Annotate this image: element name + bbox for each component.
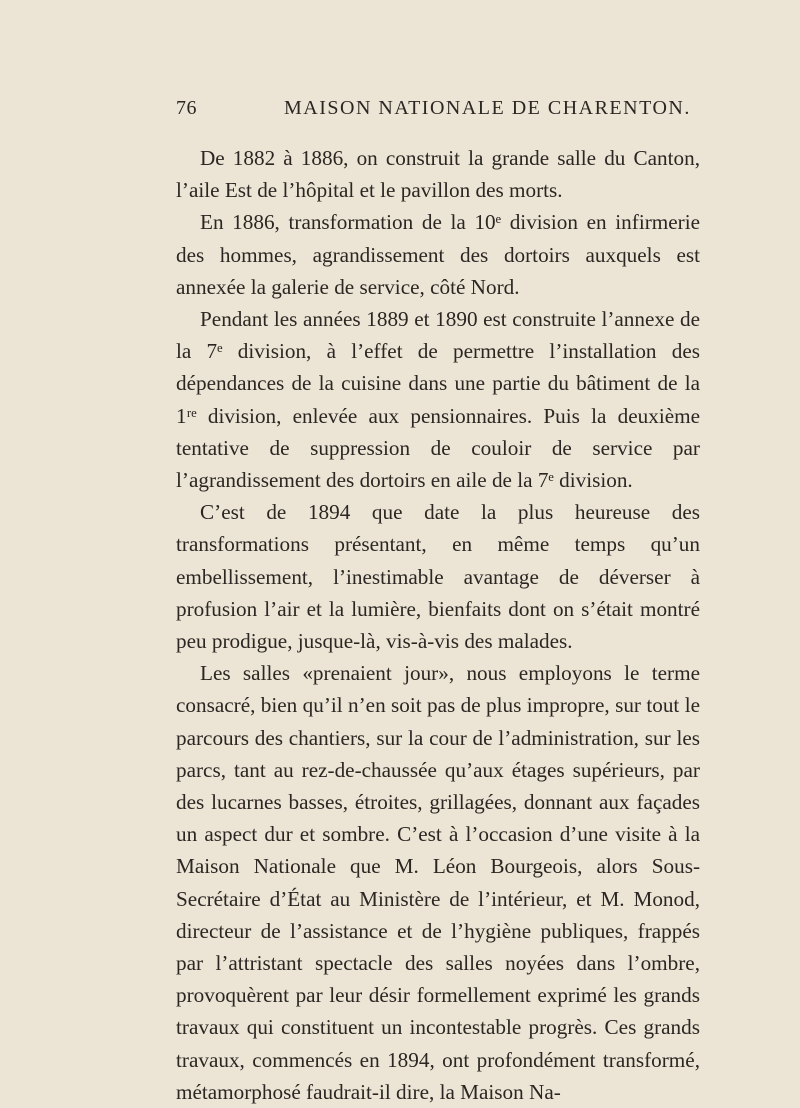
paragraph-infirmerie: En 1886, transformation de la 10ᵉ division en infirmerie des hommes, agrandissement des dortoirs auxquels est annexée la galerie de service, côté Nord. — [176, 210, 700, 299]
page-header — [176, 97, 701, 127]
paragraph-salles: Les salles «prenaient jour», nous employons le terme consacré, bien qu’il n’en soit pas de plus impropre, sur tout le parcours des chantiers, sur la cour de l’administration, sur les parcs, tant au rez-de-chaussée qu’aux étages supérieurs, par des lucarnes basses, étroites, grillagées, donnant aux façades un aspect dur et sombre. C’est à l’occasion d’une visite à la Maison Nationale que M. Léon Bourgeois, alors Sous-Secrétaire d’État au Ministère de l’intérieur, et M. Monod, directeur de l’assistance et de l’hygiène publiques, frappés par l’attristant spectacle des salles noyées dans l’ombre, provoquèrent par leur désir formellement exprimé les grands travaux qui constituent un incontestable progrès. Ces grands travaux, commencés en 1894, ont profondément transformé, métamorphosé faudrait-il dire, la Maison Na- — [176, 661, 700, 1104]
paragraph-transformations: C’est de 1894 que date la plus heureuse des transformations présentant, en même temps qu’un embellissement, l’inestimable avantage de déverser à profusion l’air et la lumière, bienfaits dont on s’était montré peu prodigue, jusque-là, vis-à-vis des malades. — [176, 500, 700, 654]
running-title: MAISON NATIONALE DE CHARENTON. — [284, 97, 691, 119]
paragraph-annexe: Pendant les années 1889 et 1890 est construite l’annexe de la 7ᵉ division, à l’effet de permettre l’installation des dépendances de la cuisine dans une partie du bâtiment de la 1ʳᵉ division, enlevée aux pensionnaires. Puis la deuxième tentative de suppression de couloir de service par l’agrandissement des dortoirs en aile de la 7ᵉ division. — [176, 307, 700, 493]
page-number: 76 — [176, 97, 197, 119]
paragraph-canton: De 1882 à 1886, on construit la grande salle du Canton, l’aile Est de l’hôpital et le pavillon des morts. — [176, 146, 700, 203]
body-text — [176, 142, 700, 1108]
